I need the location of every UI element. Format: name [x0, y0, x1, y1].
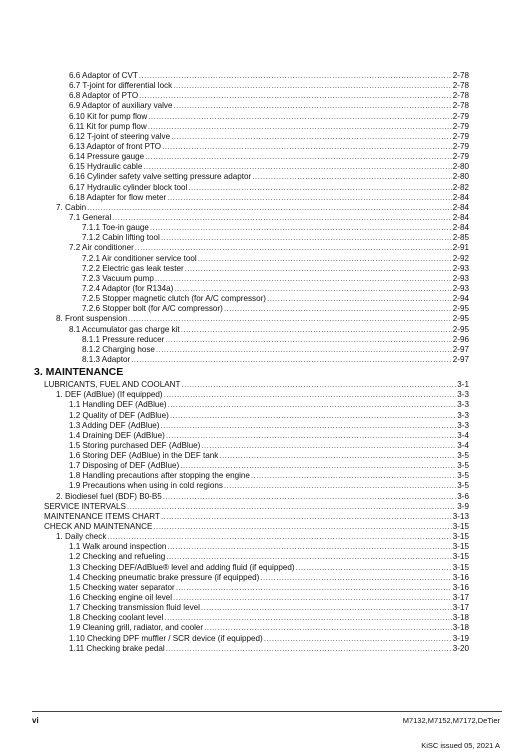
- toc-entry-page: 3-3: [457, 420, 469, 430]
- dot-leader: [139, 71, 452, 81]
- toc-entry-page: 2-95: [452, 304, 469, 314]
- toc-entry[interactable]: [44, 461, 469, 471]
- toc-entry-page: 2-85: [452, 233, 469, 243]
- toc-entry[interactable]: [44, 603, 469, 613]
- toc-entry[interactable]: [44, 563, 469, 573]
- toc-entry[interactable]: [44, 355, 469, 365]
- toc-entry[interactable]: [44, 213, 469, 223]
- toc-entry-title: 8.1.2 Charging hose: [82, 344, 155, 354]
- toc-entry-page: 3-3: [457, 400, 469, 410]
- toc-entry[interactable]: [44, 172, 469, 182]
- toc-entry-title: 8.1 Accumulator gas charge kit: [69, 324, 180, 334]
- toc-entry-title: 6.10 Kit for pump flow: [69, 111, 148, 121]
- toc-entry-title: 7.2 Air conditioner: [69, 243, 134, 253]
- toc-entry[interactable]: [44, 492, 469, 502]
- toc-entry-page: 2-91: [452, 243, 469, 253]
- toc-entry[interactable]: [44, 243, 469, 253]
- toc-entry-title: 6.12 T-joint of steering valve: [69, 131, 171, 141]
- toc-entry-title: 7.2.6 Stopper bolt (for A/C compressor): [82, 304, 223, 314]
- dot-leader: [166, 552, 452, 562]
- toc-entry[interactable]: [44, 481, 469, 491]
- toc-entry-page: 3-5: [457, 481, 469, 491]
- dot-leader: [131, 355, 452, 365]
- dot-leader: [161, 512, 452, 522]
- toc-entry-page: 2-96: [452, 334, 469, 344]
- dot-leader: [176, 583, 452, 593]
- dot-leader: [252, 172, 452, 182]
- toc-entry-page: 3-17: [452, 603, 469, 613]
- toc-entry-page: 3-16: [452, 582, 469, 592]
- toc-entry-page: 2-78: [452, 91, 469, 101]
- toc-entry-page: 3-3: [457, 390, 469, 400]
- dot-leader: [139, 91, 452, 101]
- toc-entry-title: 8.1.3 Adaptor: [82, 354, 131, 364]
- toc-entry[interactable]: [44, 91, 469, 101]
- dot-leader: [167, 193, 452, 203]
- dot-leader: [165, 613, 452, 623]
- toc-entry[interactable]: [44, 254, 469, 264]
- toc-entry-page: 2-84: [452, 223, 469, 233]
- toc-entry-title: 7.2.5 Stopper magnetic clutch (for A/C compressor): [82, 294, 266, 304]
- toc-entry[interactable]: [44, 623, 469, 633]
- dot-leader: [173, 101, 451, 111]
- dot-leader: [161, 233, 452, 243]
- toc-entry[interactable]: [44, 644, 469, 654]
- toc-entry[interactable]: [44, 152, 469, 162]
- dot-leader: [219, 451, 456, 461]
- toc-entry-page: 3-5: [457, 461, 469, 471]
- dot-leader: [143, 162, 451, 172]
- toc-entry-page: 3-5: [457, 451, 469, 461]
- toc-entry-title: 6.15 Hydraulic cable: [69, 162, 143, 172]
- toc-entry[interactable]: [44, 274, 469, 284]
- dot-leader: [145, 152, 452, 162]
- toc-entry-title: 7.2.4 Adaptor (for R134a): [82, 283, 174, 293]
- toc-entry-title: 6.8 Adaptor of PTO: [69, 91, 139, 101]
- toc-entry[interactable]: [44, 71, 469, 81]
- toc-entry-title: 1.6 Checking engine oil level: [69, 593, 173, 603]
- toc-entry-title: 6.14 Pressure gauge: [69, 152, 145, 162]
- toc-entry[interactable]: [44, 304, 469, 314]
- dot-leader: [166, 644, 452, 654]
- toc-entry[interactable]: [44, 112, 469, 122]
- dot-leader: [181, 325, 452, 335]
- model-list: M7132,M7152,M7172,DeTier: [402, 716, 500, 725]
- toc-entry-title: 1.8 Checking coolant level: [69, 613, 164, 623]
- dot-leader: [198, 254, 452, 264]
- toc-entry-title: 7.1.1 Toe-in gauge: [82, 223, 149, 233]
- dot-leader: [156, 345, 452, 355]
- toc-entry-page: 3-17: [452, 593, 469, 603]
- toc-entry-page: 2-84: [452, 192, 469, 202]
- toc-entry[interactable]: [44, 162, 469, 172]
- toc-entry-title: 1.5 Checking water separator: [69, 582, 175, 592]
- toc-entry-page: 3-18: [452, 613, 469, 623]
- toc-entry-page: 2-78: [452, 71, 469, 80]
- toc-entry-page: 2-84: [452, 202, 469, 212]
- toc-entry-title: 6.7 T-joint for differential lock: [69, 81, 173, 91]
- toc-entry-title: 2. Biodiesel fuel (BDF) B0-B5: [56, 491, 162, 501]
- toc-entry[interactable]: [44, 294, 469, 304]
- dot-leader: [153, 522, 451, 532]
- dot-leader: [107, 532, 451, 542]
- dot-leader: [155, 274, 452, 284]
- toc-entry-page: 3-6: [457, 491, 469, 501]
- toc-entry-page: 2-95: [452, 324, 469, 334]
- toc-entry[interactable]: [44, 573, 469, 583]
- footer-divider: [32, 711, 502, 712]
- toc-entry-title: 1.7 Disposing of DEF (AdBlue): [69, 461, 180, 471]
- toc-entry-page: 3-20: [452, 643, 469, 653]
- table-of-contents: [34, 71, 469, 654]
- toc-entry-page: 3-15: [452, 522, 469, 532]
- toc-entry-title: 1.4 Draining DEF (AdBlue): [69, 430, 165, 440]
- toc-entry-title: 1.3 Checking DEF/AdBlue® level and adding fluid (if equipped): [69, 562, 295, 572]
- toc-entry-title: 7.1.2 Cabin lifting tool: [82, 233, 160, 243]
- toc-entry-title: 1.9 Cleaning grill, radiator, and cooler: [69, 623, 204, 633]
- toc-entry[interactable]: [44, 613, 469, 623]
- toc-entry[interactable]: [44, 203, 469, 213]
- dot-leader: [204, 623, 452, 633]
- page-number: vi: [32, 716, 39, 725]
- toc-entry-page: 3-4: [457, 440, 469, 450]
- dot-leader: [296, 563, 452, 573]
- toc-entry[interactable]: [44, 223, 469, 233]
- toc-entry-title: 1.2 Checking and refueling: [69, 552, 166, 562]
- toc-entry-title: 1.4 Checking pneumatic brake pressure (if equipped): [69, 572, 260, 582]
- toc-entry[interactable]: [44, 522, 469, 532]
- dot-leader: [168, 400, 457, 410]
- toc-entry-page: 3-5: [457, 471, 469, 481]
- toc-entry-page: 3-15: [452, 562, 469, 572]
- dot-leader: [185, 264, 452, 274]
- toc-entry[interactable]: [44, 122, 469, 132]
- toc-entry-title: 6.16 Cylinder safety valve setting pressure adaptor: [69, 172, 252, 182]
- toc-entry-page: 3-4: [457, 430, 469, 440]
- toc-entry[interactable]: [44, 101, 469, 111]
- toc-entry[interactable]: [44, 314, 469, 324]
- toc-entry-title: 7.2.3 Vacuum pump: [82, 273, 154, 283]
- dot-leader: [171, 132, 452, 142]
- dot-leader: [181, 380, 456, 390]
- toc-entry[interactable]: [44, 390, 469, 400]
- toc-entry-page: 2-93: [452, 263, 469, 273]
- dot-leader: [160, 421, 456, 431]
- toc-entry[interactable]: [44, 411, 469, 421]
- dot-leader: [165, 335, 451, 345]
- dot-leader: [162, 142, 452, 152]
- toc-entry-title: 7. Cabin: [56, 202, 87, 212]
- dot-leader: [128, 314, 452, 324]
- toc-entry-title: 6.11 Kit for pump flow: [69, 121, 147, 131]
- toc-entry-title: 1.8 Handling precautions after stopping the engine: [69, 471, 250, 481]
- dot-leader: [167, 542, 451, 552]
- toc-entry-title: 1.2 Quality of DEF (AdBlue): [69, 410, 169, 420]
- dot-leader: [173, 81, 452, 91]
- toc-entry-page: 2-80: [452, 162, 469, 172]
- dot-leader: [150, 223, 452, 233]
- toc-entry-page: 2-92: [452, 253, 469, 263]
- toc-entry-title: 6.18 Adapter for flow meter: [69, 192, 167, 202]
- dot-leader: [170, 411, 456, 421]
- dot-leader: [180, 461, 456, 471]
- toc-entry-page: 2-79: [452, 131, 469, 141]
- toc-entry-title: MAINTENANCE ITEMS CHART: [44, 511, 160, 521]
- toc-entry-title: SERVICE INTERVALS: [44, 501, 126, 511]
- toc-entry-title: 1.1 Walk around inspection: [69, 542, 167, 552]
- toc-entry-title: 8.1.1 Pressure reducer: [82, 334, 165, 344]
- toc-entry-title: 1. Daily check: [56, 532, 107, 542]
- toc-entry-page: 2-80: [452, 172, 469, 182]
- toc-entry[interactable]: [44, 183, 469, 193]
- toc-entry[interactable]: [44, 441, 469, 451]
- toc-entry-title: 6.6 Adaptor of CVT: [69, 71, 138, 80]
- dot-leader: [260, 573, 451, 583]
- toc-entry[interactable]: [44, 233, 469, 243]
- dot-leader: [267, 294, 452, 304]
- toc-entry-title: 6.13 Adaptor of front PTO: [69, 141, 162, 151]
- toc-entry-page: 3-15: [452, 532, 469, 542]
- issue-info: KiSC issued 05, 2021 A: [421, 741, 500, 750]
- toc-entry[interactable]: [44, 502, 469, 512]
- toc-entry-title: 1.3 Adding DEF (AdBlue): [69, 420, 160, 430]
- dot-leader: [112, 213, 452, 223]
- toc-entry[interactable]: [44, 400, 469, 410]
- toc-entry[interactable]: [44, 81, 469, 91]
- toc-entry-page: 2-94: [452, 294, 469, 304]
- toc-entry[interactable]: [44, 264, 469, 274]
- dot-leader: [201, 441, 456, 451]
- toc-entry[interactable]: [44, 132, 469, 142]
- toc-entry-title: 1.7 Checking transmission fluid level: [69, 603, 200, 613]
- toc-entry-page: 2-79: [452, 121, 469, 131]
- toc-entry[interactable]: [44, 335, 469, 345]
- toc-entry-title: 6.17 Hydraulic cylinder block tool: [69, 182, 188, 192]
- dot-leader: [164, 390, 457, 400]
- toc-entry-page: 3-19: [452, 633, 469, 643]
- dot-leader: [251, 471, 456, 481]
- dot-leader: [87, 203, 452, 213]
- dot-leader: [264, 634, 452, 644]
- toc-entry[interactable]: [44, 593, 469, 603]
- dot-leader: [127, 502, 456, 512]
- toc-entry[interactable]: [44, 532, 469, 542]
- dot-leader: [201, 603, 452, 613]
- toc-entry[interactable]: [44, 345, 469, 355]
- toc-entry[interactable]: [44, 142, 469, 152]
- toc-entry-page: 3-3: [457, 410, 469, 420]
- toc-entry-title: 7.2.1 Air conditioner service tool: [82, 253, 197, 263]
- toc-entry-title: 8. Front suspension: [56, 314, 128, 324]
- toc-entry-page: 3-15: [452, 542, 469, 552]
- toc-entry-title: 1.6 Storing DEF (AdBlue) in the DEF tank: [69, 451, 219, 461]
- dot-leader: [224, 481, 456, 491]
- toc-entry[interactable]: [44, 193, 469, 203]
- dot-leader: [166, 431, 456, 441]
- toc-entry-page: 3-13: [452, 511, 469, 521]
- toc-entry[interactable]: [44, 583, 469, 593]
- dot-leader: [224, 304, 452, 314]
- toc-entry-page: 2-79: [452, 141, 469, 151]
- toc-entry-page: 2-79: [452, 152, 469, 162]
- toc-entry-page: 2-97: [452, 344, 469, 354]
- dot-leader: [163, 492, 457, 502]
- toc-entry-title: 1.11 Checking brake pedal: [69, 643, 165, 653]
- section-heading: 3. MAINTENANCE: [34, 366, 124, 379]
- dot-leader: [173, 593, 452, 603]
- toc-entry-page: 3-18: [452, 623, 469, 633]
- toc-entry[interactable]: [44, 284, 469, 294]
- toc-entry-page: 2-84: [452, 212, 469, 222]
- dot-leader: [148, 122, 452, 132]
- toc-entry-title: 7.2.2 Electric gas leak tester: [82, 263, 184, 273]
- toc-entry-page: 3-15: [452, 552, 469, 562]
- toc-entry-page: 2-79: [452, 111, 469, 121]
- toc-entry-page: 3-1: [457, 380, 469, 390]
- toc-entry-title: 6.9 Adaptor of auxiliary valve: [69, 101, 173, 111]
- toc-entry-title: 1.1 Handling DEF (AdBlue): [69, 400, 167, 410]
- toc-entry-title: 7.1 General: [69, 212, 112, 222]
- toc-entry-page: 2-93: [452, 283, 469, 293]
- toc-entry-page: 2-93: [452, 273, 469, 283]
- toc-entry[interactable]: [44, 380, 469, 390]
- toc-entry[interactable]: [44, 325, 469, 335]
- toc-entry-page: 3-9: [457, 501, 469, 511]
- dot-leader: [148, 112, 452, 122]
- toc-entry-title: LUBRICANTS, FUEL AND COOLANT: [44, 380, 181, 390]
- toc-entry[interactable]: [44, 421, 469, 431]
- toc-entry[interactable]: [44, 471, 469, 481]
- toc-entry[interactable]: [44, 451, 469, 461]
- toc-entry-title: 1.10 Checking DPF muffler / SCR device (if equipped): [69, 633, 263, 643]
- toc-entry-page: 3-16: [452, 572, 469, 582]
- toc-entry[interactable]: [44, 552, 469, 562]
- toc-entry[interactable]: [44, 431, 469, 441]
- toc-entry-title: 1.5 Storing purchased DEF (AdBlue): [69, 440, 201, 450]
- dot-leader: [174, 284, 451, 294]
- toc-entry[interactable]: [44, 634, 469, 644]
- toc-entry-page: 2-78: [452, 81, 469, 91]
- toc-entry-page: 2-82: [452, 182, 469, 192]
- toc-entry-page: 2-97: [452, 354, 469, 364]
- toc-entry[interactable]: [44, 512, 469, 522]
- toc-entry-title: CHECK AND MAINTENANCE: [44, 522, 153, 532]
- toc-entry[interactable]: [44, 542, 469, 552]
- dot-leader: [188, 183, 451, 193]
- toc-entry-title: 1. DEF (AdBlue) (If equipped): [56, 390, 163, 400]
- toc-entry-title: 1.9 Precautions when using in cold regions: [69, 481, 223, 491]
- toc-entry-page: 2-95: [452, 314, 469, 324]
- toc-entry-page: 2-78: [452, 101, 469, 111]
- dot-leader: [135, 243, 452, 253]
